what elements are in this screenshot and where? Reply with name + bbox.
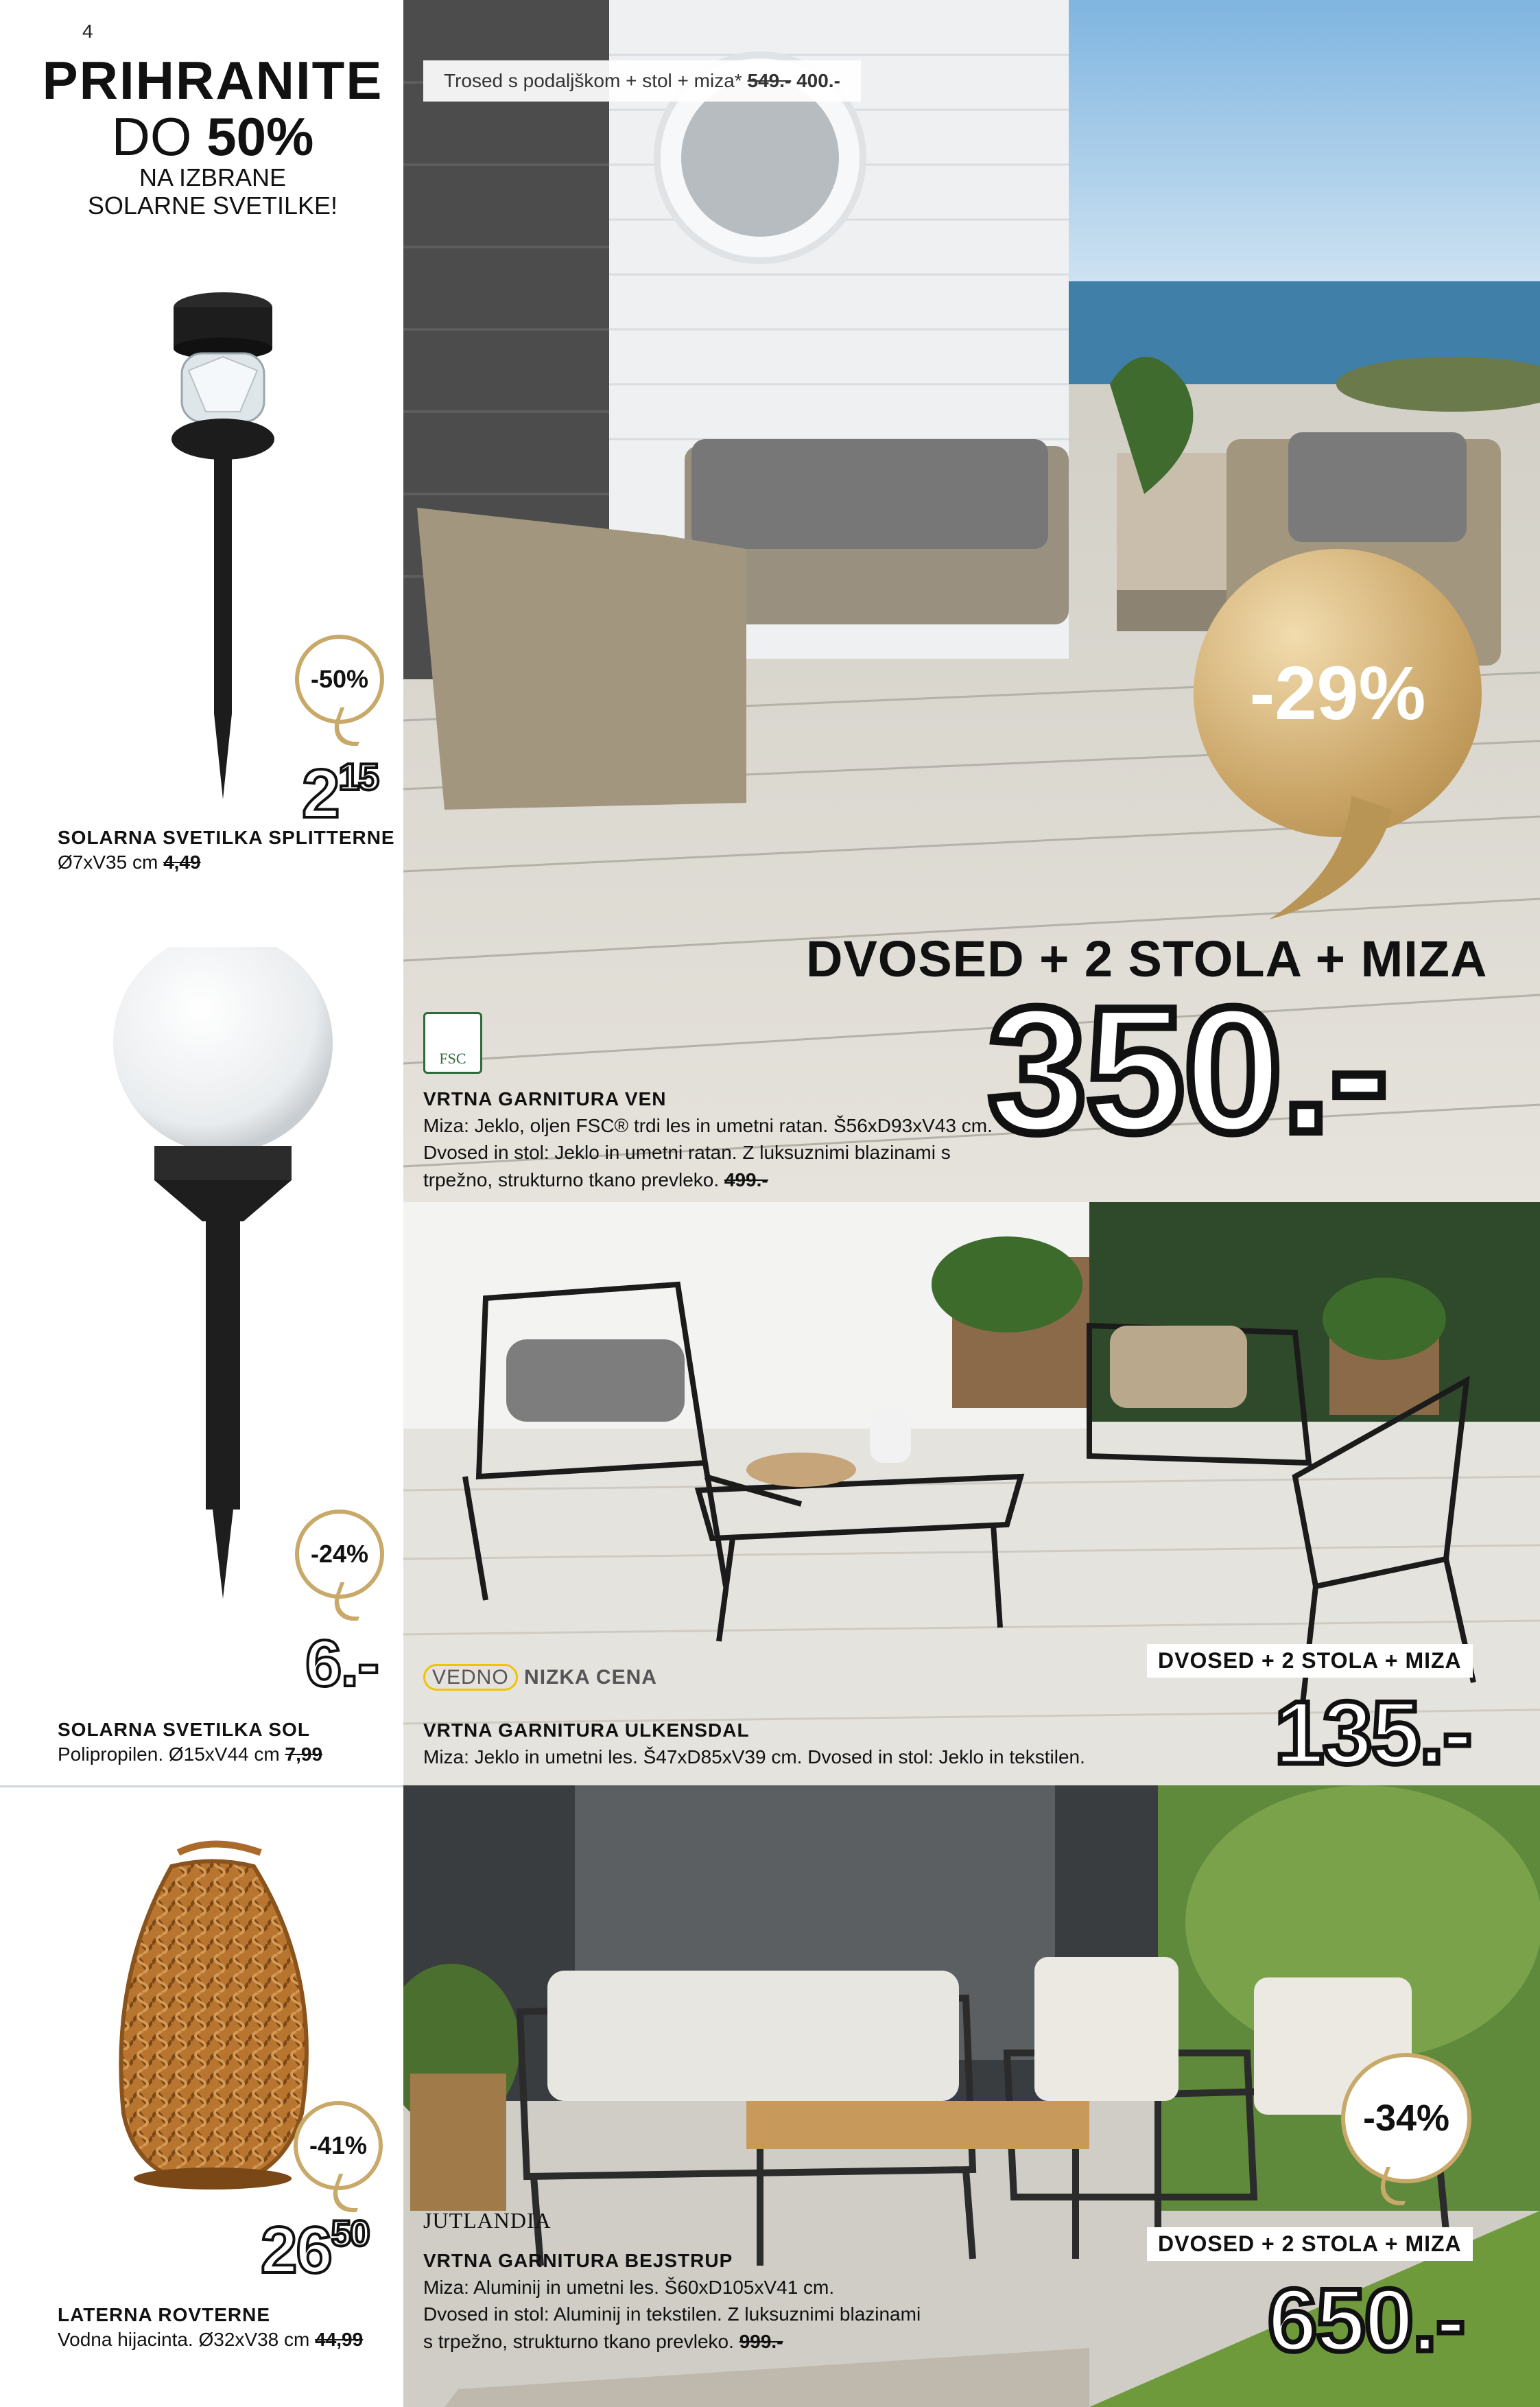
discount-badge-1-text: -50%	[310, 665, 369, 693]
old-price-3: 44,99	[315, 2329, 364, 2350]
panel2-headline: DVOSED + 2 STOLA + MIZA	[1147, 1644, 1473, 1678]
fsc-logo	[423, 1012, 482, 1074]
product-info-2	[58, 1719, 322, 1765]
panel1-desc-3-line	[423, 1166, 999, 1193]
panel2-product-name: VRTNA GARNITURA ULKENSDAL	[423, 1719, 750, 1741]
panel3-desc-1: Miza: Aluminij in umetni les. Š60xD105xV41 cm.	[423, 2277, 835, 2299]
discount-badge-1	[295, 635, 384, 724]
hero-line-4: SOLARNE SVETILKE!	[87, 191, 338, 220]
panel3-old-price: 999.-	[739, 2330, 783, 2352]
nizka-cena-logo-part: NIZKA CENA	[524, 1666, 657, 1689]
panel3-desc-3-line	[423, 2328, 972, 2355]
price-1-main: 2	[302, 755, 339, 832]
panel2-price: 135.-	[1275, 1682, 1471, 1783]
discount-badge-2	[295, 1510, 384, 1599]
old-price-1: 4,49	[163, 852, 201, 873]
hero-line-2	[27, 106, 398, 167]
old-price-2: 7,99	[285, 1743, 323, 1765]
panel1-headline: DVOSED + 2 STOLA + MIZA	[806, 930, 1488, 987]
panel1-desc-2: Dvosed in stol: Jeklo in umetni ratan. Z luksuznimi blazinami s	[423, 1142, 951, 1164]
price-3	[261, 2213, 369, 2288]
panel1-product-name: VRTNA GARNITURA VEN	[423, 1088, 667, 1109]
product-info-1	[58, 827, 395, 873]
hero-line-2-bold: 50%	[206, 106, 314, 167]
price-1	[302, 755, 378, 834]
panel1-discount-text: -29%	[1249, 650, 1426, 736]
hero-title	[27, 50, 398, 220]
panel1-tag-new-price: 400.-	[796, 70, 840, 91]
panel3-headline: DVOSED + 2 STOLA + MIZA	[1147, 2227, 1473, 2261]
fsc-logo-text: FSC	[439, 1050, 466, 1067]
panel3-discount-badge	[1341, 2053, 1471, 2183]
panel1-bubble-tail	[1269, 796, 1393, 919]
product-desc-3-text: Vodna hijacinta. Ø32xV38 cm	[58, 2329, 310, 2350]
discount-badge-3-text: -41%	[309, 2131, 368, 2159]
product-name-2: SOLARNA SVETILKA SOL	[58, 1719, 310, 1740]
price-2-main: 6.-	[305, 1627, 379, 1700]
panel3-discount-text: -34%	[1362, 2098, 1450, 2139]
product-info-3	[58, 2304, 363, 2351]
left-divider	[0, 1785, 403, 1787]
product-name-3: LATERNA ROVTERNE	[58, 2304, 270, 2325]
price-1-cents: 15	[338, 755, 378, 798]
product-desc-2	[58, 1743, 322, 1765]
panel1-price: 350.-	[988, 971, 1388, 1170]
panel1-discount-bubble	[1194, 549, 1482, 837]
panel3-price: 650.-	[1268, 2270, 1465, 2370]
product-desc-1	[58, 852, 395, 873]
vedno-nizka-cena-logo	[423, 1666, 657, 1689]
price-2	[305, 1626, 378, 1702]
panel2-info	[423, 1717, 1246, 1770]
hero-line-1: PRIHRANITE	[42, 50, 383, 110]
panel2-desc-1: Miza: Jeklo in umetni les. Š47xD85xV39 cm. Dvosed in stol: Jeklo in tekstilen.	[423, 1746, 1085, 1768]
panel1-desc-3: trpežno, strukturno tkano prevleko.	[423, 1169, 720, 1190]
discount-badge-3	[294, 2101, 383, 2190]
panel1-tag-text: Trosed s podaljškom + stol + miza*	[444, 70, 742, 91]
discount-badge-2-text: -24%	[310, 1540, 369, 1568]
panel1-old-price: 499.-	[724, 1169, 768, 1190]
jutlandia-logo: JUTLANDIA	[423, 2208, 552, 2233]
price-3-main: 26	[261, 2214, 331, 2287]
panel1-tag-old-price: 549.-	[747, 70, 792, 91]
panel1-desc-1: Miza: Jeklo, oljen FSC® trdi les in umetni ratan. Š56xD93xV43 cm.	[423, 1115, 993, 1137]
price-3-cents: 50	[331, 2214, 369, 2254]
page-number: 4	[82, 21, 93, 42]
product-name-1: SOLARNA SVETILKA SPLITTERNE	[58, 827, 395, 848]
product-desc-2-text: Polipropilen. Ø15xV44 cm	[58, 1743, 280, 1765]
panel1-info	[423, 1085, 999, 1193]
solar-stake-light-image	[158, 288, 295, 810]
panel3-product-name: VRTNA GARNITURA BEJSTRUP	[423, 2250, 733, 2271]
panel3-desc-3: s trpežno, strukturno tkano prevleko.	[423, 2330, 734, 2352]
solar-globe-light-image	[110, 947, 343, 1606]
product-desc-1-text: Ø7xV35 cm	[58, 852, 158, 873]
hero-line-3: NA IZBRANE	[139, 163, 287, 191]
product-desc-3	[58, 2329, 363, 2351]
vedno-logo-part: VEDNO	[423, 1664, 518, 1691]
panel1-tag	[423, 60, 861, 102]
panel3-info	[423, 2247, 972, 2355]
hero-line-2-prefix: DO	[111, 106, 192, 167]
panel3-desc-2: Dvosed in stol: Aluminij in tekstilen. Z luksuznimi blazinami	[423, 2303, 921, 2325]
